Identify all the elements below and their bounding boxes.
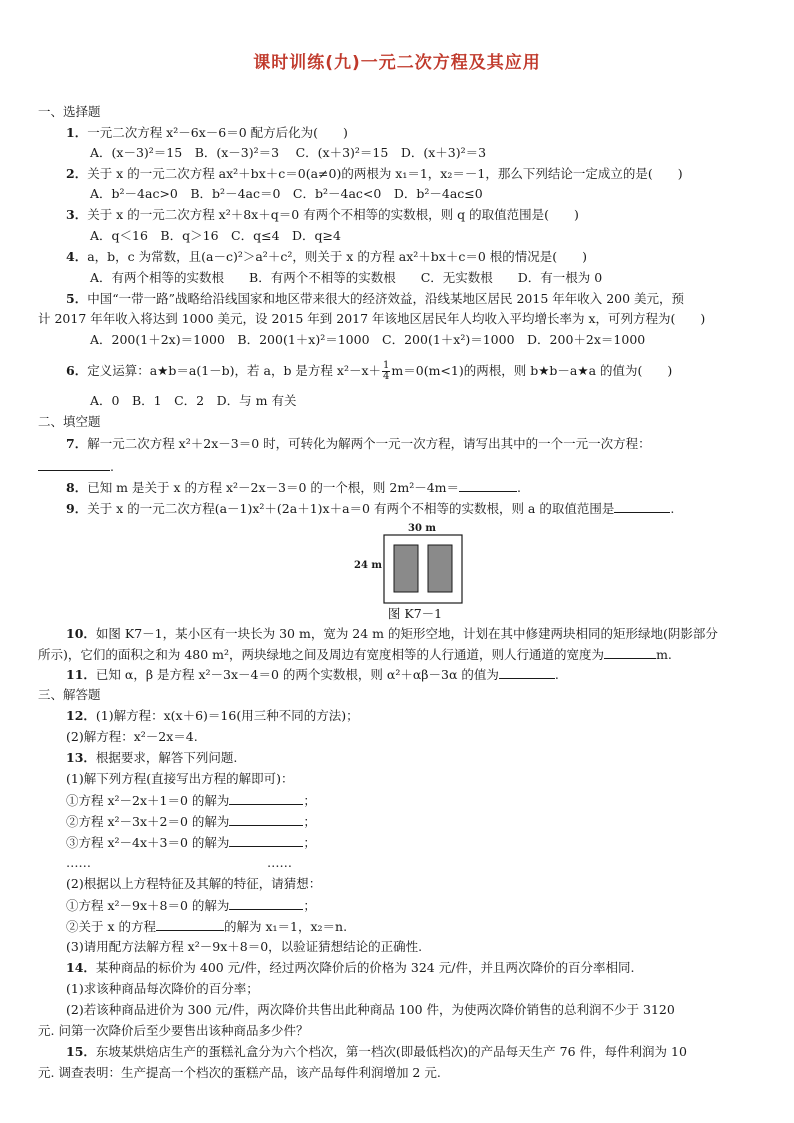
question-14-part-1: (1)求该种商品每次降价的百分率； bbox=[66, 981, 259, 996]
question-number: 6． bbox=[66, 363, 88, 378]
question-13-item-3 bbox=[66, 834, 316, 850]
question-13-part-1: (1)解下列方程(直接写出方程的解即可)： bbox=[66, 771, 294, 786]
question-text: 根据要求，解答下列问题. bbox=[95, 750, 238, 765]
question-10-continued bbox=[38, 646, 672, 662]
question-1 bbox=[66, 125, 348, 141]
question-13-item-2 bbox=[66, 813, 316, 829]
answer-blank[interactable] bbox=[156, 918, 224, 931]
section-heading-solve: 三、解答题 bbox=[38, 687, 101, 702]
figure-width-label: 30 m bbox=[408, 523, 436, 534]
question-13-ellipsis bbox=[66, 855, 292, 871]
question-number: 8． bbox=[66, 480, 88, 495]
punctuation: ； bbox=[303, 793, 316, 808]
question-text: 中国“一带一路”战略给沿线国家和地区带来很大的经济效益，沿线某地区居民 2015 年年收入 200 美元，预 bbox=[87, 291, 685, 306]
question-number: 3． bbox=[66, 207, 88, 222]
question-10 bbox=[66, 626, 718, 642]
question-1-options: A．(x－3)²＝15 B．(x－3)²＝3 C．(x＋3)²＝15 D．(x＋3)²＝3 bbox=[90, 145, 487, 160]
question-13-part-2: (2)根据以上方程特征及其解的特征，请猜想： bbox=[66, 876, 322, 891]
ellipsis: …… bbox=[66, 855, 91, 870]
question-text: 所示)，它们的面积之和为 480 m²，两块绿地之间及周边有宽度相等的人行通道，则人行通道的宽度为 bbox=[38, 647, 605, 662]
question-11 bbox=[66, 666, 559, 682]
question-13-guess-2 bbox=[66, 918, 347, 934]
question-number: 13． bbox=[66, 750, 96, 765]
fraction bbox=[382, 361, 390, 382]
item-text: ②关于 x 的方程 bbox=[66, 919, 156, 934]
section-heading-fill: 二、填空题 bbox=[38, 414, 101, 429]
unit-label: m. bbox=[656, 647, 672, 662]
question-number: 10． bbox=[66, 626, 96, 641]
question-text: 一元二次方程 x²－6x－6＝0 配方后化为( ) bbox=[87, 125, 348, 140]
question-text: 如图 K7－1，某小区有一块长为 30 m，宽为 24 m 的矩形空地，计划在其中修建两块相同的矩形绿地(阴影部分 bbox=[95, 626, 718, 641]
question-text: 关于 x 的一元二次方程 ax²＋bx＋c＝0(a≠0)的两根为 x₁＝1，x₂＝－1，那么下列结论一定成立的是( ) bbox=[87, 166, 683, 181]
answer-blank[interactable] bbox=[499, 666, 555, 679]
fraction-denominator: 4 bbox=[383, 371, 390, 382]
question-13-guess-1 bbox=[66, 897, 316, 913]
question-7-answer-line bbox=[38, 458, 114, 474]
question-text: 关于 x 的一元二次方程 x²＋8x＋q＝0 有两个不相等的实数根，则 q 的取值范围是( ) bbox=[87, 207, 579, 222]
question-6-options: A．0 B．1 C．2 D．与 m 有关 bbox=[90, 393, 297, 408]
page-title: 课时训练(九)一元二次方程及其应用 bbox=[253, 53, 541, 73]
question-2 bbox=[66, 166, 683, 182]
question-13-part-3: (3)请用配方法解方程 x²－9x＋8＝0，以验证猜想结论的正确性. bbox=[66, 939, 423, 954]
punctuation: ； bbox=[303, 898, 316, 913]
answer-blank[interactable] bbox=[459, 479, 517, 492]
question-number: 7． bbox=[66, 436, 88, 451]
question-text: 定义运算：a★b＝a(1－b)，若 a，b 是方程 x²－x＋ bbox=[87, 363, 382, 378]
question-12-part-2: (2)解方程：x²－2x＝4. bbox=[66, 729, 198, 744]
punctuation: . bbox=[670, 501, 675, 516]
question-number: 9． bbox=[66, 501, 88, 516]
question-text: 解一元二次方程 x²＋2x－3＝0 时，可转化为解两个一元一次方程，请写出其中的一个一元一次方程： bbox=[87, 436, 651, 451]
answer-blank[interactable] bbox=[229, 834, 303, 847]
question-7 bbox=[66, 436, 651, 452]
question-14-part-2-continued: 元. 问第一次降价后至少要售出该种商品多少件？ bbox=[38, 1023, 309, 1038]
question-8 bbox=[66, 479, 521, 495]
question-text: 关于 x 的一元二次方程(a－1)x²＋(2a＋1)x＋a＝0 有两个不相等的实数根，则 a 的取值范围是 bbox=[87, 501, 615, 516]
green-plot-right bbox=[428, 545, 452, 592]
question-number: 14． bbox=[66, 960, 96, 975]
question-4 bbox=[66, 249, 587, 265]
item-text: ②方程 x²－3x＋2＝0 的解为 bbox=[66, 814, 230, 829]
question-text: (1)解方程：x(x＋6)＝16(用三种不同的方法)； bbox=[95, 708, 359, 723]
question-5-continued: 计 2017 年年收入将达到 1000 美元，设 2015 年到 2017 年该地区居民年人均收入平均增长率为 x，可列方程为( ) bbox=[38, 311, 706, 326]
answer-blank[interactable] bbox=[38, 458, 110, 471]
punctuation: . bbox=[554, 667, 559, 682]
question-number: 5． bbox=[66, 291, 88, 306]
item-text-end: 的解为 x₁＝1，x₂＝n. bbox=[224, 919, 348, 934]
question-5 bbox=[66, 291, 684, 307]
item-text: ③方程 x²－4x＋3＝0 的解为 bbox=[66, 835, 230, 850]
question-13-item-1 bbox=[66, 792, 316, 808]
question-3 bbox=[66, 207, 579, 223]
answer-blank[interactable] bbox=[604, 646, 656, 659]
section-heading-choice: 一、选择题 bbox=[38, 104, 101, 119]
question-number: 11． bbox=[66, 667, 96, 682]
question-14 bbox=[66, 960, 634, 976]
question-2-options: A．b²－4ac>0 B．b²－4ac＝0 C．b²－4ac<0 D．b²－4ac≤0 bbox=[90, 186, 483, 201]
punctuation: . bbox=[517, 480, 521, 495]
question-text: 已知 m 是关于 x 的方程 x²－2x－3＝0 的一个根，则 2m²－4m＝ bbox=[87, 480, 460, 495]
question-15-continued: 元. 调查表明：生产提高一个档次的蛋糕产品，该产品每件利润增加 2 元. bbox=[38, 1065, 441, 1080]
question-3-options: A．q＜16 B．q＞16 C．q≤4 D．q≥4 bbox=[90, 228, 341, 243]
answer-blank[interactable] bbox=[229, 813, 303, 826]
question-15 bbox=[66, 1044, 687, 1060]
question-number: 12． bbox=[66, 708, 96, 723]
question-14-part-2: (2)若该种商品进价为 300 元/件，两次降价共售出此种商品 100 件，为使两次降价销售的总利润不少于 3120 bbox=[66, 1002, 675, 1017]
punctuation: . bbox=[110, 459, 114, 474]
answer-blank[interactable] bbox=[229, 792, 303, 805]
question-6 bbox=[66, 360, 672, 382]
green-plot-left bbox=[394, 545, 418, 592]
answer-blank[interactable] bbox=[229, 897, 303, 910]
punctuation: ； bbox=[303, 814, 316, 829]
ellipsis: …… bbox=[267, 855, 292, 870]
question-4-options: A．有两个相等的实数根 B．有两个不相等的实数根 C．无实数根 D．有一根为 0 bbox=[90, 270, 603, 285]
item-text: ①方程 x²－2x＋1＝0 的解为 bbox=[66, 793, 230, 808]
question-text: 某种商品的标价为 400 元/件，经过两次降价后的价格为 324 元/件，并且两次降价的百分率相同. bbox=[95, 960, 635, 975]
fraction-numerator: 1 bbox=[383, 360, 390, 371]
question-text: a，b，c 为常数，且(a－c)²＞a²＋c²，则关于 x 的方程 ax²＋bx＋c＝0 根的情况是( ) bbox=[87, 249, 588, 264]
question-text: 已知 α，β 是方程 x²－3x－4＝0 的两个实数根，则 α²＋αβ－3α 的值为 bbox=[95, 667, 499, 682]
punctuation: ； bbox=[303, 835, 316, 850]
figure-height-label: 24 m bbox=[354, 560, 382, 571]
question-13 bbox=[66, 750, 237, 766]
question-12 bbox=[66, 708, 359, 724]
question-number: 15． bbox=[66, 1044, 96, 1059]
figure-caption: 图 K7－1 bbox=[387, 606, 443, 621]
question-5-options: A．200(1＋2x)＝1000 B．200(1＋x)²＝1000 C．200(1＋x²)＝1000 D．200＋2x＝1000 bbox=[90, 332, 646, 347]
item-text: ①方程 x²－9x＋8＝0 的解为 bbox=[66, 898, 230, 913]
question-text-end: m＝0(m<1)的两根，则 b★b－a★a 的值为( ) bbox=[391, 363, 673, 378]
question-number: 4． bbox=[66, 249, 88, 264]
question-9 bbox=[66, 500, 674, 516]
question-number: 2． bbox=[66, 166, 88, 181]
question-text: 东坡某烘焙店生产的蛋糕礼盒分为六个档次，第一档次(即最低档次)的产品每天生产 76 件，每件利润为 10 bbox=[95, 1044, 687, 1059]
answer-blank[interactable] bbox=[614, 500, 670, 513]
question-number: 1． bbox=[66, 125, 88, 140]
